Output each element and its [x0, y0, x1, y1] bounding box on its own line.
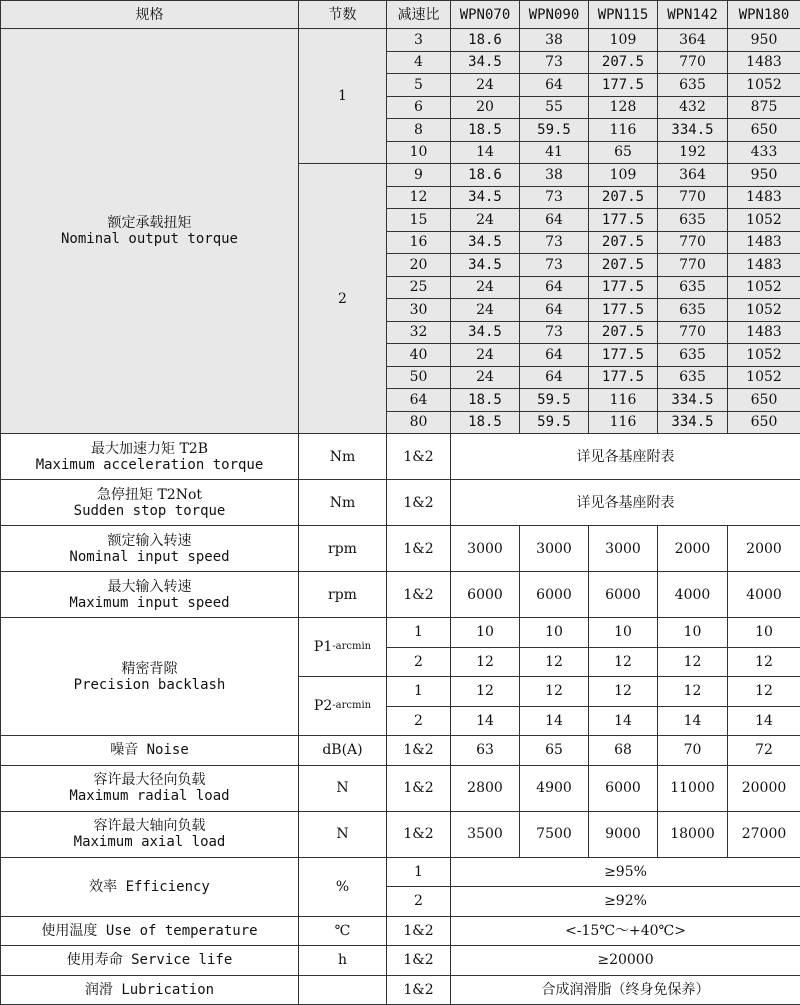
- torque-value: 38: [520, 29, 589, 52]
- torque-value: 18.5: [451, 119, 520, 142]
- life-value: ≥20000: [451, 946, 800, 976]
- backlash-value: 12: [728, 647, 800, 677]
- backlash-value: 14: [658, 706, 728, 736]
- torque-value: 875: [728, 96, 800, 119]
- ratio-cell: 40: [387, 344, 451, 367]
- nominal-speed-value: 2000: [658, 526, 728, 572]
- radial-row: [1, 765, 800, 811]
- torque-value: 24: [451, 276, 520, 299]
- torque-value: 34.5: [451, 186, 520, 209]
- backlash-value: 12: [520, 647, 589, 677]
- max-speed-value: 4000: [728, 572, 800, 618]
- backlash-value: 14: [520, 706, 589, 736]
- axial-value: 9000: [589, 811, 658, 857]
- efficiency-value: ≥95%: [451, 857, 800, 887]
- estop-value: 详见各基座附表: [451, 480, 800, 526]
- torque-value: 109: [589, 164, 658, 187]
- radial-value: 4900: [520, 765, 589, 811]
- life-label: 使用寿命 Service life: [1, 946, 299, 976]
- ratio-cell: 30: [387, 299, 451, 322]
- header-stage: 节数: [299, 1, 387, 29]
- ratio-cell: 20: [387, 254, 451, 277]
- header-spec: 规格: [1, 1, 299, 29]
- torque-value: 24: [451, 344, 520, 367]
- lubrication-stage: 1&2: [387, 975, 451, 1005]
- noise-value: 68: [589, 736, 658, 766]
- efficiency-value: ≥92%: [451, 887, 800, 917]
- torque-value: 207.5: [589, 51, 658, 74]
- lubrication-unit: [299, 975, 387, 1005]
- torque-value: 59.5: [520, 389, 589, 412]
- torque-value: 73: [520, 51, 589, 74]
- backlash-value: 12: [451, 677, 520, 707]
- header-model: WPN180: [728, 1, 800, 29]
- ratio-cell: 80: [387, 411, 451, 434]
- torque-value: 14: [451, 141, 520, 164]
- torque-value: 177.5: [589, 276, 658, 299]
- backlash-stage: 2: [387, 647, 451, 677]
- ratio-cell: 32: [387, 321, 451, 344]
- max-speed-unit: rpm: [299, 572, 387, 618]
- torque-value: 1052: [728, 344, 800, 367]
- backlash-label: 精密背隙 Precision backlash: [1, 618, 299, 736]
- radial-unit: N: [299, 765, 387, 811]
- torque-value: 116: [589, 389, 658, 412]
- torque-value: 635: [658, 74, 728, 97]
- max-speed-row: [1, 572, 800, 618]
- axial-value: 27000: [728, 811, 800, 857]
- accel-label: 最大加速力矩 T2B Maximum acceleration torque: [1, 434, 299, 480]
- torque-value: 128: [589, 96, 658, 119]
- torque-value: 770: [658, 51, 728, 74]
- torque-value: 635: [658, 299, 728, 322]
- torque-value: 950: [728, 164, 800, 187]
- torque-value: 770: [658, 186, 728, 209]
- torque-value: 59.5: [520, 411, 589, 434]
- torque-value: 18.5: [451, 411, 520, 434]
- backlash-value: 14: [728, 706, 800, 736]
- max-speed-value: 6000: [589, 572, 658, 618]
- backlash-value: 12: [658, 647, 728, 677]
- torque-value: 116: [589, 411, 658, 434]
- axial-value: 3500: [451, 811, 520, 857]
- torque-value: 334.5: [658, 389, 728, 412]
- torque-value: 635: [658, 276, 728, 299]
- ratio-cell: 50: [387, 366, 451, 389]
- torque-value: 177.5: [589, 344, 658, 367]
- axial-value: 18000: [658, 811, 728, 857]
- ratio-cell: 12: [387, 186, 451, 209]
- nominal-speed-unit: rpm: [299, 526, 387, 572]
- torque-value: 64: [520, 74, 589, 97]
- torque-value: 192: [658, 141, 728, 164]
- backlash-stage: 1: [387, 618, 451, 648]
- torque-value: 1052: [728, 209, 800, 232]
- torque-value: 24: [451, 74, 520, 97]
- backlash-value: 10: [728, 618, 800, 648]
- nominal-speed-stage: 1&2: [387, 526, 451, 572]
- torque-row: [1, 29, 800, 52]
- torque-stage-2: 2: [299, 164, 387, 434]
- torque-value: 34.5: [451, 254, 520, 277]
- torque-value: 65: [589, 141, 658, 164]
- estop-row: [1, 480, 800, 526]
- torque-value: 1483: [728, 51, 800, 74]
- noise-value: 72: [728, 736, 800, 766]
- torque-value: 177.5: [589, 366, 658, 389]
- torque-value: 207.5: [589, 321, 658, 344]
- temperature-stage: 1&2: [387, 916, 451, 946]
- torque-value: 64: [520, 299, 589, 322]
- radial-value: 11000: [658, 765, 728, 811]
- torque-value: 207.5: [589, 231, 658, 254]
- max-speed-label: 最大输入转速 Maximum input speed: [1, 572, 299, 618]
- accel-row: [1, 434, 800, 480]
- estop-stage: 1&2: [387, 480, 451, 526]
- torque-value: 24: [451, 366, 520, 389]
- torque-value: 635: [658, 209, 728, 232]
- torque-value: 177.5: [589, 209, 658, 232]
- torque-value: 38: [520, 164, 589, 187]
- accel-unit: Nm: [299, 434, 387, 480]
- radial-value: 2800: [451, 765, 520, 811]
- torque-value: 635: [658, 366, 728, 389]
- life-unit: h: [299, 946, 387, 976]
- torque-value: 650: [728, 411, 800, 434]
- noise-value: 70: [658, 736, 728, 766]
- torque-value: 34.5: [451, 321, 520, 344]
- radial-stage: 1&2: [387, 765, 451, 811]
- backlash-value: 14: [589, 706, 658, 736]
- torque-value: 177.5: [589, 299, 658, 322]
- torque-value: 770: [658, 254, 728, 277]
- header-model: WPN070: [451, 1, 520, 29]
- max-speed-value: 4000: [658, 572, 728, 618]
- lubrication-label: 润滑 Lubrication: [1, 975, 299, 1005]
- torque-value: 55: [520, 96, 589, 119]
- torque-value: 433: [728, 141, 800, 164]
- torque-value: 364: [658, 164, 728, 187]
- torque-value: 24: [451, 209, 520, 232]
- torque-value: 116: [589, 119, 658, 142]
- ratio-cell: 5: [387, 74, 451, 97]
- torque-value: 64: [520, 276, 589, 299]
- header-model: WPN090: [520, 1, 589, 29]
- torque-label: 额定承载扭矩 Nominal output torque: [1, 29, 299, 434]
- torque-value: 64: [520, 366, 589, 389]
- backlash-value: 10: [589, 618, 658, 648]
- axial-row: [1, 811, 800, 857]
- ratio-cell: 3: [387, 29, 451, 52]
- temperature-unit: ℃: [299, 916, 387, 946]
- ratio-cell: 10: [387, 141, 451, 164]
- ratio-cell: 6: [387, 96, 451, 119]
- torque-value: 334.5: [658, 119, 728, 142]
- backlash-value: 14: [451, 706, 520, 736]
- backlash-value: 12: [520, 677, 589, 707]
- noise-row: [1, 736, 800, 766]
- backlash-p1: P1-arcmin: [299, 618, 387, 677]
- torque-value: 34.5: [451, 51, 520, 74]
- header-ratio: 减速比: [387, 1, 451, 29]
- radial-label: 容许最大径向负载 Maximum radial load: [1, 765, 299, 811]
- torque-value: 950: [728, 29, 800, 52]
- ratio-cell: 15: [387, 209, 451, 232]
- torque-value: 1483: [728, 254, 800, 277]
- backlash-p2: P2-arcmin: [299, 677, 387, 736]
- torque-value: 34.5: [451, 231, 520, 254]
- ratio-cell: 9: [387, 164, 451, 187]
- torque-value: 1483: [728, 231, 800, 254]
- backlash-value: 12: [451, 647, 520, 677]
- noise-value: 65: [520, 736, 589, 766]
- torque-value: 18.6: [451, 29, 520, 52]
- temperature-label: 使用温度 Use of temperature: [1, 916, 299, 946]
- nominal-speed-value: 3000: [589, 526, 658, 572]
- torque-value: 1052: [728, 276, 800, 299]
- backlash-value: 12: [728, 677, 800, 707]
- nominal-speed-row: [1, 526, 800, 572]
- torque-value: 650: [728, 389, 800, 412]
- efficiency-row: [1, 857, 800, 887]
- noise-stage: 1&2: [387, 736, 451, 766]
- noise-value: 63: [451, 736, 520, 766]
- efficiency-stage: 1: [387, 857, 451, 887]
- backlash-row: [1, 618, 800, 648]
- nominal-speed-value: 3000: [520, 526, 589, 572]
- efficiency-stage: 2: [387, 887, 451, 917]
- axial-unit: N: [299, 811, 387, 857]
- life-row: [1, 946, 800, 976]
- torque-value: 1052: [728, 74, 800, 97]
- header-model: WPN142: [658, 1, 728, 29]
- ratio-cell: 25: [387, 276, 451, 299]
- estop-unit: Nm: [299, 480, 387, 526]
- torque-value: 650: [728, 119, 800, 142]
- nominal-speed-label: 额定输入转速 Nominal input speed: [1, 526, 299, 572]
- torque-value: 177.5: [589, 74, 658, 97]
- ratio-cell: 8: [387, 119, 451, 142]
- axial-label: 容许最大轴向负载 Maximum axial load: [1, 811, 299, 857]
- temperature-value: <-15℃～+40℃>: [451, 916, 800, 946]
- torque-value: 73: [520, 254, 589, 277]
- torque-value: 73: [520, 231, 589, 254]
- accel-stage: 1&2: [387, 434, 451, 480]
- torque-value: 18.6: [451, 164, 520, 187]
- backlash-value: 10: [451, 618, 520, 648]
- torque-value: 334.5: [658, 411, 728, 434]
- backlash-value: 12: [658, 677, 728, 707]
- ratio-cell: 16: [387, 231, 451, 254]
- axial-value: 7500: [520, 811, 589, 857]
- temperature-row: [1, 916, 800, 946]
- efficiency-label: 效率 Efficiency: [1, 857, 299, 916]
- torque-value: 364: [658, 29, 728, 52]
- radial-value: 6000: [589, 765, 658, 811]
- torque-value: 109: [589, 29, 658, 52]
- torque-value: 432: [658, 96, 728, 119]
- torque-value: 1052: [728, 299, 800, 322]
- torque-value: 24: [451, 299, 520, 322]
- backlash-value: 10: [520, 618, 589, 648]
- torque-value: 73: [520, 321, 589, 344]
- torque-value: 1052: [728, 366, 800, 389]
- ratio-cell: 64: [387, 389, 451, 412]
- torque-value: 1483: [728, 321, 800, 344]
- torque-value: 41: [520, 141, 589, 164]
- backlash-value: 12: [589, 647, 658, 677]
- torque-value: 1483: [728, 186, 800, 209]
- torque-value: 73: [520, 186, 589, 209]
- nominal-speed-value: 3000: [451, 526, 520, 572]
- torque-value: 20: [451, 96, 520, 119]
- torque-value: 635: [658, 344, 728, 367]
- backlash-stage: 2: [387, 706, 451, 736]
- lubrication-value: 合成润滑脂（终身免保养）: [451, 975, 800, 1005]
- torque-value: 770: [658, 321, 728, 344]
- lubrication-row: [1, 975, 800, 1005]
- ratio-cell: 4: [387, 51, 451, 74]
- axial-stage: 1&2: [387, 811, 451, 857]
- torque-value: 207.5: [589, 254, 658, 277]
- accel-value: 详见各基座附表: [451, 434, 800, 480]
- noise-unit: dB(A): [299, 736, 387, 766]
- backlash-stage: 1: [387, 677, 451, 707]
- max-speed-stage: 1&2: [387, 572, 451, 618]
- header-row: [1, 1, 800, 29]
- max-speed-value: 6000: [451, 572, 520, 618]
- efficiency-unit: %: [299, 857, 387, 916]
- backlash-value: 12: [589, 677, 658, 707]
- header-model: WPN115: [589, 1, 658, 29]
- life-stage: 1&2: [387, 946, 451, 976]
- torque-value: 770: [658, 231, 728, 254]
- torque-stage-1: 1: [299, 29, 387, 164]
- torque-value: 18.5: [451, 389, 520, 412]
- radial-value: 20000: [728, 765, 800, 811]
- torque-value: 207.5: [589, 186, 658, 209]
- backlash-value: 10: [658, 618, 728, 648]
- torque-value: 64: [520, 344, 589, 367]
- nominal-speed-value: 2000: [728, 526, 800, 572]
- torque-value: 59.5: [520, 119, 589, 142]
- noise-label: 噪音 Noise: [1, 736, 299, 766]
- max-speed-value: 6000: [520, 572, 589, 618]
- torque-value: 64: [520, 209, 589, 232]
- estop-label: 急停扭矩 T2Not Sudden stop torque: [1, 480, 299, 526]
